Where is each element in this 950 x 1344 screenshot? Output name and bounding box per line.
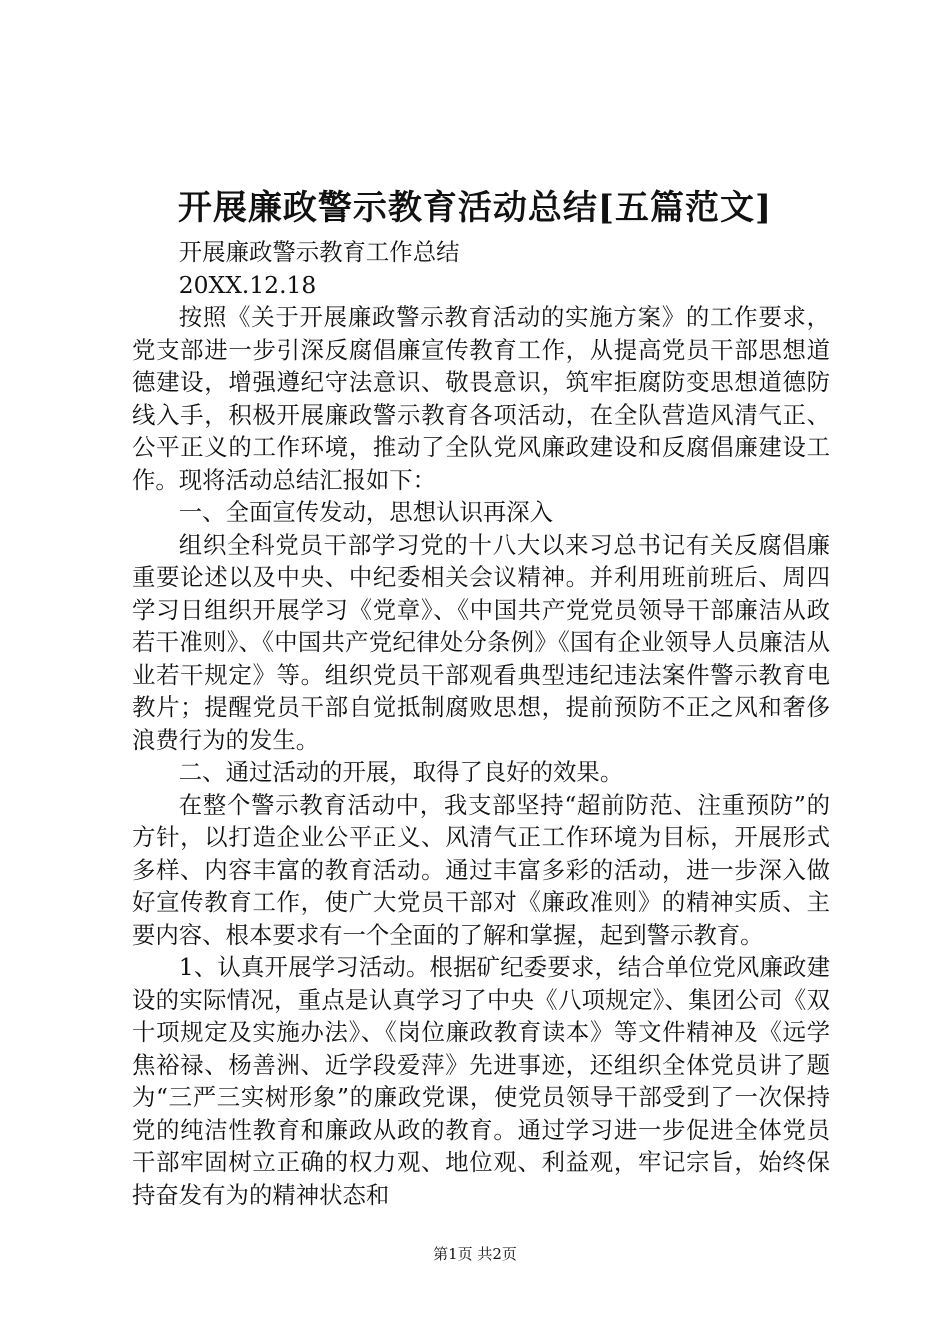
document-title: 开展廉政警示教育活动总结[五篇范文] [177, 188, 773, 228]
section-heading: 一、全面宣传发动，思想认识再深入 [178, 498, 554, 526]
page-number-footer: 第1页 共2页 [433, 1245, 517, 1263]
body-paragraph: 组织全科党员干部学习党的十八大以来习总书记有关反腐倡廉重要论述以及中央、中纪委相关会议精神。并利用班前班后、周四学习日组织开展学习《党章》、《中国共产党党员领导干部廉洁从政若干准则》、《中国共产党纪律处分条例》《国有企业领导人员廉洁从业若干规定》等。组织党员干部观看典型违纪违法案件警示教育电教片；提醒党员干部自觉抵制腐败思想，提前预防不正之风和奢侈浪费行为的发生。 [132, 530, 830, 754]
subtitle-paragraph: 开展廉政警示教育工作总结 [178, 238, 460, 266]
body-paragraph: 按照《关于开展廉政警示教育活动的实施方案》的工作要求，党支部进一步引深反腐倡廉宣传教育工作，从提高党员干部思想道德建设，增强遵纪守法意识、敬畏意识，筑牢拒腐防变思想道德防线入手，积极开展廉政警示教育各项活动，在全队营造风清气正、公平正义的工作环境，推动了全队党风廉政建设和反腐倡廉建设工作。现将活动总结汇报如下： [132, 303, 830, 494]
date-paragraph: 20XX.12.18 [178, 270, 317, 299]
document-body [132, 236, 830, 1211]
section-heading: 二、通过活动的开展，取得了良好的效果。 [178, 758, 624, 786]
body-paragraph: 在整个警示教育活动中，我支部坚持“超前防范、注重预防”的方针，以打造企业公平正义、风清气正工作环境为目标，开展形式多样、内容丰富的教育活动。通过丰富多彩的活动，进一步深入做好宣传教育工作，使广大党员干部对《廉政准则》的精神实质、主要内容、根本要求有一个全面的了解和掌握，起到警示教育。 [132, 790, 830, 949]
body-paragraph: 1、认真开展学习活动。根据矿纪委要求，结合单位党风廉政建设的实际情况，重点是认真学习了中央《八项规定》、集团公司《双十项规定及实施办法》、《岗位廉政教育读本》等文件精神及《远学焦裕禄、杨善洲、近学段爱萍》先进事迹，还组织全体党员讲了题为“三严三实树形象”的廉政党课，使党员领导干部受到了一次保持党的纯洁性教育和廉政从政的教育。通过学习进一步促进全体党员干部牢固树立正确的权力观、地位观、利益观，牢记宗旨，始终保持奋发有为的精神状态和 [132, 953, 830, 1209]
